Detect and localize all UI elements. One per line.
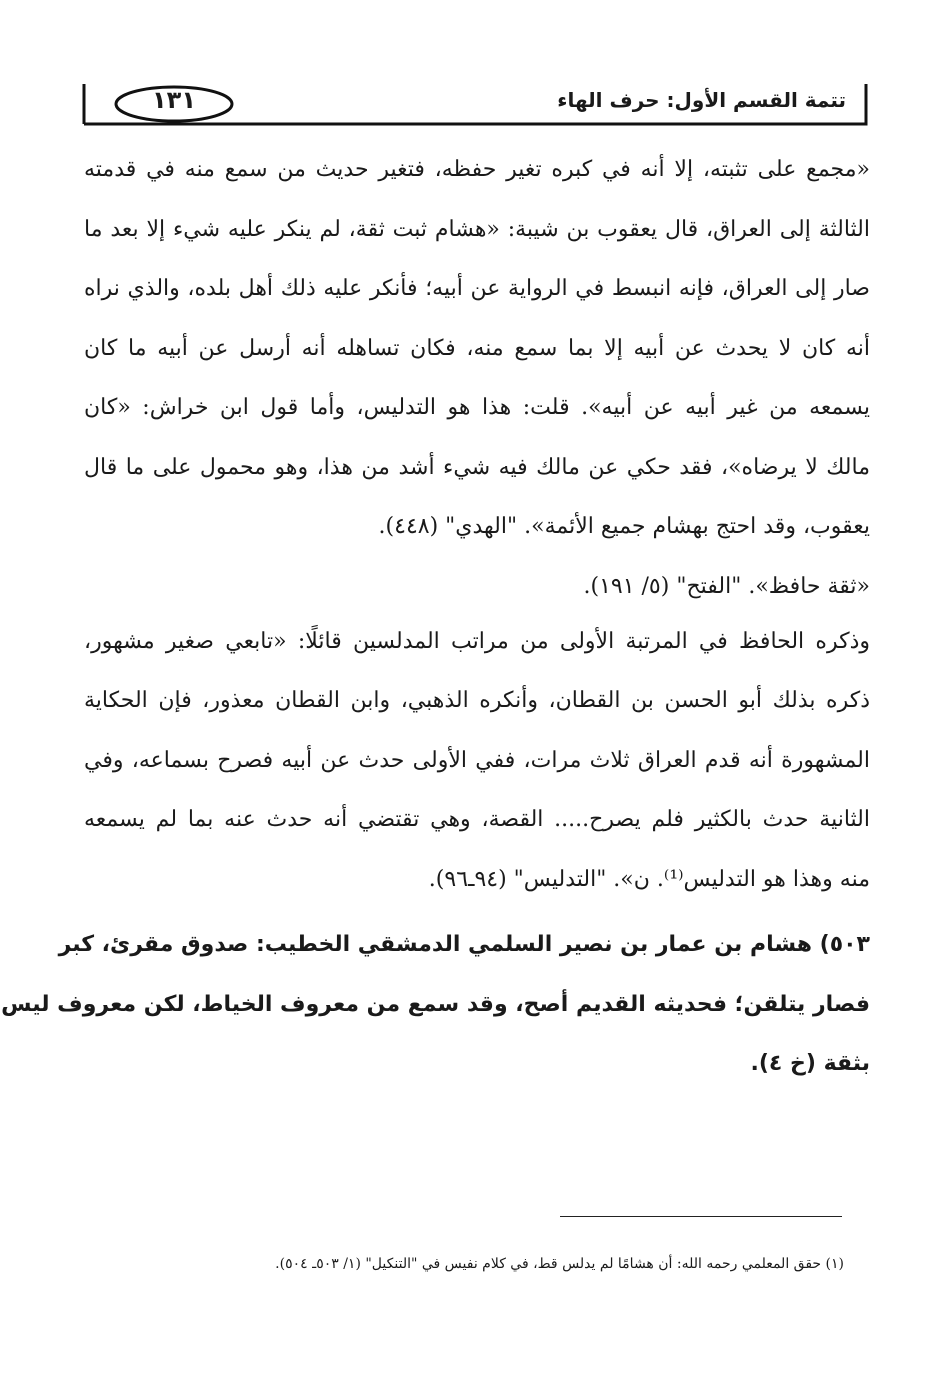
text-line: يعقوب، وقد احتج بهشام جميع الأئمة». "الهدي" (٤٤٨). (378, 514, 870, 539)
page-number: ١٣١ (152, 86, 196, 114)
footnote: (١) حقق المعلمي رحمه الله: أن هشامًا لم يدلس قط، في كلام نفيس في "التنكيل" (١/ ٥٠٣ـ ٥٠٤). (275, 1256, 844, 1272)
text-line: منه وهذا هو التدليس⁽¹⁾. ن». "التدليس" (٩٤ـ٩٦). (428, 866, 870, 892)
text-line: «ثقة حافظ». "الفتح" (٥/ ١٩١). (583, 573, 870, 599)
entry-heading-line: ٥٠٣) هشام بن عمار بن نصير السلمي الدمشقي الخطيب: صدوق مقرئ، كبر (58, 932, 870, 957)
entry-text-line: بثقة (خ ٤). (750, 1051, 870, 1076)
entry-text-line: فصار يتلقن؛ فحديثه القديم أصح، وقد سمع من معروف الخياط، لكن معروف ليس (1, 991, 870, 1017)
text-line: «مجمع على تثبته، إلا أنه في كبره تغير حفظه، فتغير حديث من سمع منه في قدمته (84, 157, 870, 182)
footnote-separator (560, 1216, 842, 1217)
text-line: المشهورة أنه قدم العراق ثلاث مرات، ففي الأولى حدث عن أبيه فصرح بسماعه، وفي (84, 747, 870, 773)
text-line: يسمعه من غير أبيه عن أبيه». قلت: هذا هو التدليس، وأما قول ابن خراش: «كان (84, 395, 870, 420)
running-head: تتمة القسم الأول: حرف الهاء (557, 88, 846, 112)
text-line: مالك لا يرضاه»، فقد حكي عن مالك فيه شيء أشد من هذا، وهو محمول على ما قال (84, 454, 870, 480)
main-text (1, 148, 870, 1102)
text-line: وذكره الحافظ في المرتبة الأولى من مراتب المدلسين قائلًا: «تابعي صغير مشهور، (84, 628, 870, 654)
text-line: الثالثة إلى العراق، قال يعقوب بن شيبة: «هشام ثبت ثقة، لم ينكر عليه شيء إلا بعد ما (84, 216, 870, 242)
page-header (82, 82, 868, 126)
text-line: صار إلى العراق، فإنه انبسط في الرواية عن أبيه؛ فأنكر عليه ذلك أهل بلده، والذي نراه (84, 276, 870, 301)
text-line: الثانية حدث بالكثير فلم يصرح..... القصة، وهي تقتضي أنه حدث عنه بما لم يسمعه (84, 807, 870, 832)
text-line: ذكره بذلك أبو الحسن بن القطان، وأنكره الذهبي، وابن القطان معذور، فإن الحكاية (84, 688, 870, 713)
text-line: أنه كان لا يحدث عن أبيه إلا بما سمع منه، فكان تساهله أنه أرسل عن أبيه ما كان (84, 335, 870, 361)
